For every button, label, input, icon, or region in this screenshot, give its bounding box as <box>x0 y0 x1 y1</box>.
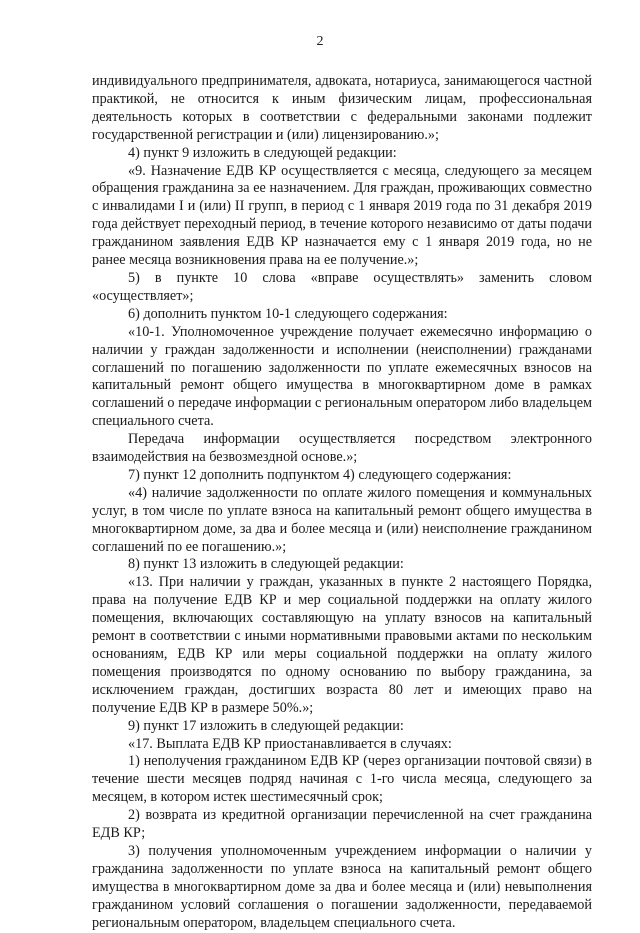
paragraph-clause-9: «9. Назначение ЕДВ КР осуществляется с месяца, следующего за месяцем обращения гражданина за ее назначением. Для граждан, проживающих совместно с инвалидами I и (или) II групп, в период с 1 января 2019 года по 31 декабря 2019 года действует переходный период, в течение которого независимо от даты подачи гражданином заявления ЕДВ КР назначается ему с 1 января 2019 года, но не ранее месяца возникновения права на ее получение.»; <box>92 162 592 269</box>
paragraph-continuation: индивидуального предпринимателя, адвоката, нотариуса, занимающегося частной практикой, не относится к иным физическим лицам, профессиональная деятельность которых в соответствии с федеральными законами подлежит государственной регистрации и (или) лицензированию.»; <box>92 73 592 143</box>
paragraph-item-7: 7) пункт 12 дополнить подпунктом 4) следующего содержания: <box>128 466 512 483</box>
paragraph-transfer: Передача информации осуществляется посредством электронного взаимодействия на безвозмездной основе.»; <box>92 431 592 466</box>
paragraph-item-9: 9) пункт 17 изложить в следующей редакции: <box>128 717 404 734</box>
paragraph-subclause-4: «4) наличие задолженности по оплате жилого помещения и коммунальных услуг, в том числе по уплате взноса на капитальный ремонт общего имущества в многоквартирном доме, за два и более месяца и (или) неисполнение гражданином соглашений по ее погашению.»; <box>92 484 592 555</box>
document-body <box>92 73 592 933</box>
paragraph-item-6: 6) дополнить пунктом 10-1 следующего содержания: <box>128 305 448 322</box>
page-number: 2 <box>316 34 324 49</box>
paragraph-case-3: 3) получения уполномоченным учреждением информации о наличии у гражданина задолженности по уплате взноса на капитальный ремонт общего имущества в многоквартирном доме за два и более месяца и (или) невыполнения гражданином условий соглашения о погашении задолженности, передаваемой региональным оператором, владельцем специального счета. <box>92 842 592 931</box>
paragraph-item-4: 4) пункт 9 изложить в следующей редакции: <box>128 144 397 161</box>
paragraph-item-5: 5) в пункте 10 слова «вправе осуществлять» заменить словом «осуществляет»; <box>92 269 592 304</box>
paragraph-clause-10-1: «10-1. Уполномоченное учреждение получает ежемесячно информацию о наличии у граждан задолженности и исполнении (неисполнении) гражданами соглашений по погашению задолженности по уплате ежемесячных взносов на капитальный ремонт общего имущества в многоквартирном доме в рамках соглашений о передаче информации с региональным оператором либо владельцем специального счета. <box>92 323 592 430</box>
paragraph-case-2: 2) возврата из кредитной организации перечисленной на счет гражданина ЕДВ КР; <box>92 807 592 842</box>
paragraph-case-1: 1) неполучения гражданином ЕДВ КР (через организации почтовой связи) в течение шести месяцев подряд начиная с 1-го числа месяца, следующего за месяцем, в котором истек шестимесячный срок; <box>92 753 592 806</box>
paragraph-clause-17: «17. Выплата ЕДВ КР приостанавливается в случаях: <box>128 735 452 752</box>
paragraph-clause-13: «13. При наличии у граждан, указанных в пункте 2 настоящего Порядка, права на получение ЕДВ КР и мер социальной поддержки на оплату жилого помещения, включающих составляющую на уплату взносов на капитальный ремонт в соответствии с иными нормативными правовыми актами по нескольким основаниям, ЕДВ КР или меры социальной поддержки на оплату жилого помещения производятся по одному основанию по выбору гражданина, за исключением граждан, достигших возраста 80 лет и имеющих право на получение ЕДВ КР в размере 50%.»; <box>92 574 592 716</box>
paragraph-item-8: 8) пункт 13 изложить в следующей редакции: <box>128 556 404 573</box>
